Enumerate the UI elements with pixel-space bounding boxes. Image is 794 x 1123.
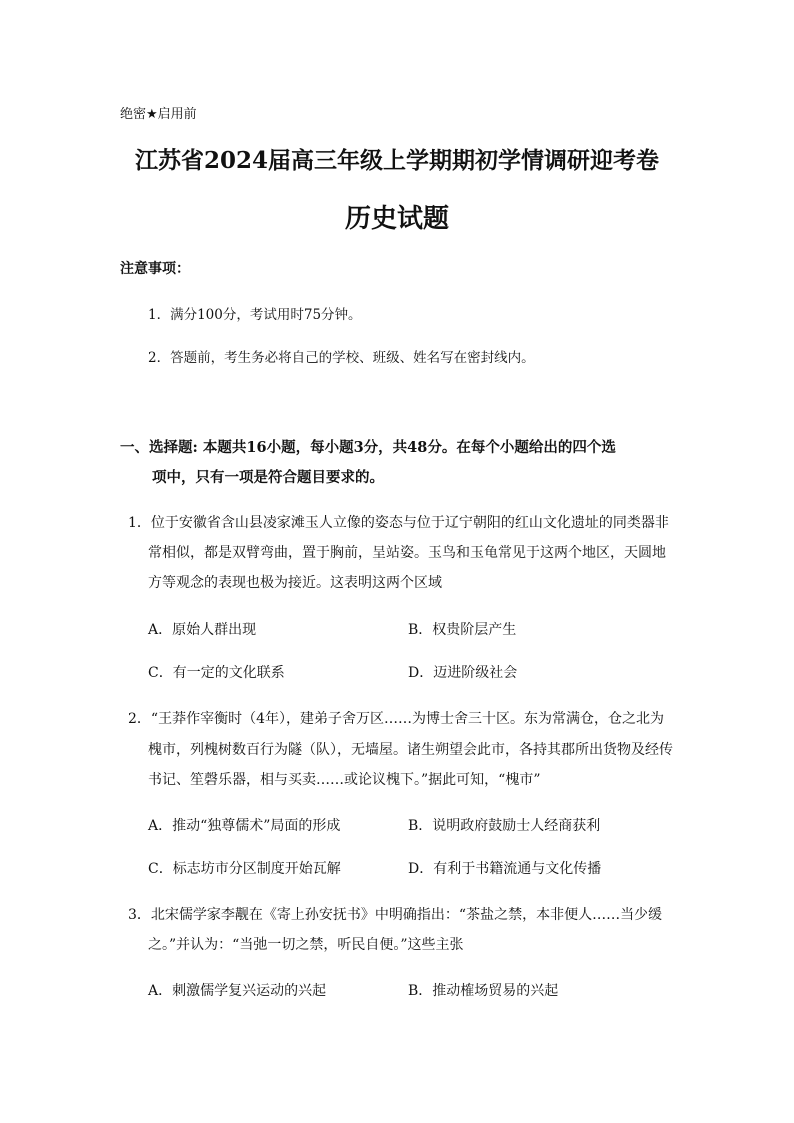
- question-2-option-d: D．有利于书籍流通与文化传播: [408, 861, 602, 877]
- question-2-text: 2．“王莽作宰衡时（4年），建弟子舍万区……为博士舍三十区。东为常满仓，仓之北为: [128, 711, 664, 727]
- question-2-text: 书记、笙磬乐器，相与买卖……或论议槐下。”据此可知，“槐市”: [148, 772, 541, 788]
- notice-heading: 注意事项：: [120, 261, 190, 277]
- question-2-option-a: A．推动“独尊儒术”局面的形成: [148, 818, 341, 834]
- question-1-text: 方等观念的表现也极为接近。这表明这两个区域: [148, 575, 442, 591]
- question-1-option-b: B．权贵阶层产生: [408, 622, 517, 638]
- notice-item: 2．答题前，考生务必将自己的学校、班级、姓名写在密封线内。: [148, 350, 535, 366]
- question-3-text: 3．北宋儒学家李觏在《寄上孙安抚书》中明确指出：“茶盐之禁，本非便人……当少缓: [128, 907, 663, 923]
- question-3-text: 之。”并认为：“当弛一切之禁，听民自便。”这些主张: [148, 937, 464, 953]
- question-2-text: 槐市，列槐树数百行为隧（队），无墙屋。诸生朔望会此市，各持其郡所出货物及经传: [148, 742, 673, 758]
- section-heading: 一、选择题: 本题共16小题，每小题3分，共48分。在每个小题给出的四个选: [120, 439, 616, 456]
- question-3-option-b: B．推动榷场贸易的兴起: [408, 983, 559, 999]
- notice-item: 1．满分100分，考试用时75分钟。: [148, 307, 362, 323]
- question-1-option-d: D．迈进阶级社会: [408, 665, 518, 681]
- question-1-text: 1．位于安徽省含山县凌家滩玉人立像的姿态与位于辽宁朝阳的红山文化遗址的同类器非: [128, 515, 669, 531]
- subject-title: 历史试题: [344, 204, 449, 234]
- question-2-option-b: B．说明政府鼓励士人经商获利: [408, 818, 601, 834]
- question-2-option-c: C．标志坊市分区制度开始瓦解: [148, 861, 341, 877]
- confidential-mark: 绝密★启用前: [120, 107, 197, 122]
- question-1-option-c: C．有一定的文化联系: [148, 665, 285, 681]
- question-3-option-a: A．刺激儒学复兴运动的兴起: [148, 983, 327, 999]
- section-heading-continued: 项中，只有一项是符合题目要求的。: [152, 469, 384, 486]
- question-1-text: 常相似，都是双臂弯曲，置于胸前，呈站姿。玉鸟和玉龟常见于这两个地区，天圆地: [148, 545, 666, 561]
- exam-title: 江苏省2024届高三年级上学期期初学情调研迎考卷: [134, 147, 659, 174]
- question-1-option-a: A．原始人群出现: [148, 622, 257, 638]
